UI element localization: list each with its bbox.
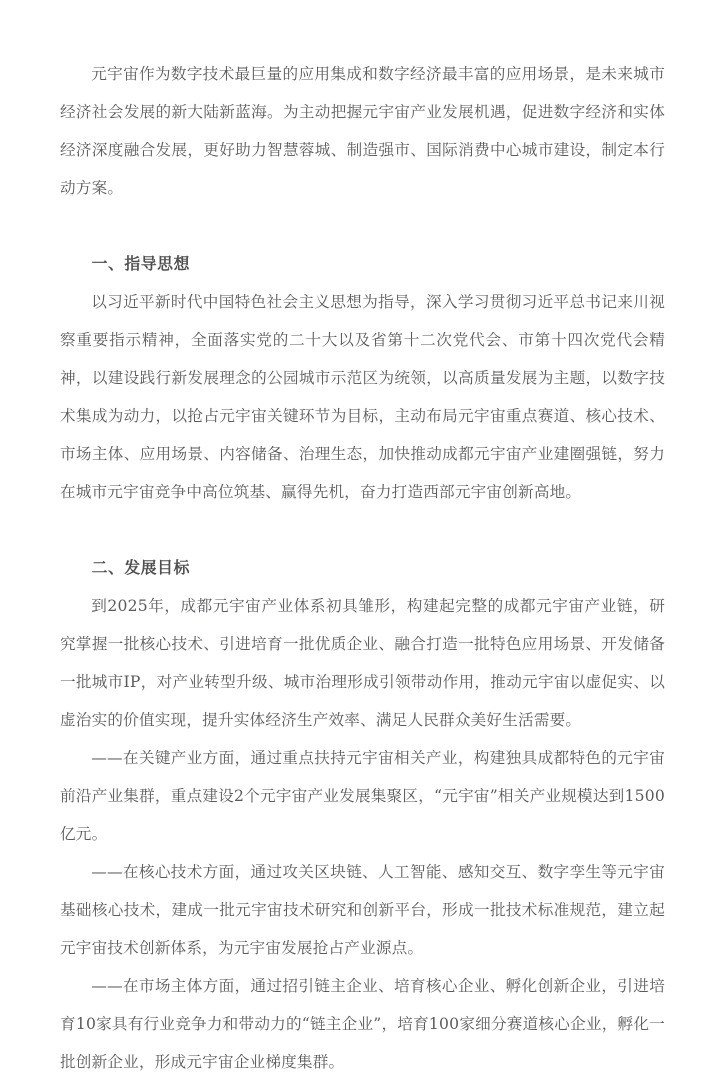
- section-heading-one: 一、指导思想: [91, 254, 190, 273]
- guiding-thought-paragraph: 以习近平新时代中国特色社会主义思想为指导，深入学习贯彻习近平总书记来川视察重要指示精神，全面落实党的二十大以及省第十二次党代会、市第十四次党代会精神，以建设践行新发展理念的公园城市示范区为统领，以高质量发展为主题，以数字技术集成为动力，以抢占元宇宙关键环节为目标，主动布局元宇宙重点赛道、核心技术、市场主体、应用场景、内容储备、治理生态，加快推动成都元宇宙产业建圈强链，努力在城市元宇宙竞争中高位筑基、赢得先机，奋力打造西部元宇宙创新高地。: [60, 293, 665, 501]
- paragraph-spacer: [60, 207, 665, 245]
- development-goal-paragraph: 到2025年，成都元宇宙产业体系初具雏形，构建起完整的成都元宇宙产业链，研究掌握一批核心技术、引进培育一批优质企业、融合打造一批特色应用场景、开发储备一批城市IP，对产业转型升级、城市治理形成引领带动作用，推动元宇宙以虚促实、以虚治实的价值实现，提升实体经济生产效率、满足人民群众美好生活需要。: [60, 597, 665, 729]
- intro-paragraph: 元宇宙作为数字技术最巨量的应用集成和数字经济最丰富的应用场景，是未来城市经济社会发展的新大陆新蓝海。为主动把握元宇宙产业发展机遇，促进数字经济和实体经济深度融合发展，更好助力智慧蓉城、制造强市、国际消费中心城市建设，制定本行动方案。: [60, 65, 665, 197]
- core-technology-paragraph: ——在核心技术方面，通过攻关区块链、人工智能、感知交互、数字孪生等元宇宙基础核心技术，建成一批元宇宙技术研究和创新平台，形成一批技术标准规范，建立起元宇宙技术创新体系，为元宇宙发展抢占产业源点。: [60, 863, 665, 957]
- paragraph-spacer: [60, 511, 665, 549]
- section-heading-two: 二、发展目标: [91, 558, 190, 577]
- key-industry-paragraph: ——在关键产业方面，通过重点扶持元宇宙相关产业，构建独具成都特色的元宇宙前沿产业集群，重点建设2个元宇宙产业发展集聚区，“元宇宙”相关产业规模达到1500亿元。: [60, 749, 665, 843]
- market-entity-paragraph: ——在市场主体方面，通过招引链主企业、培育核心企业、孵化创新企业，引进培育10家具有行业竞争力和带动力的“链主企业”，培育100家细分赛道核心企业，孵化一批创新企业，形成元宇宙企业梯度集群。: [60, 977, 665, 1071]
- document-body: [60, 55, 665, 1081]
